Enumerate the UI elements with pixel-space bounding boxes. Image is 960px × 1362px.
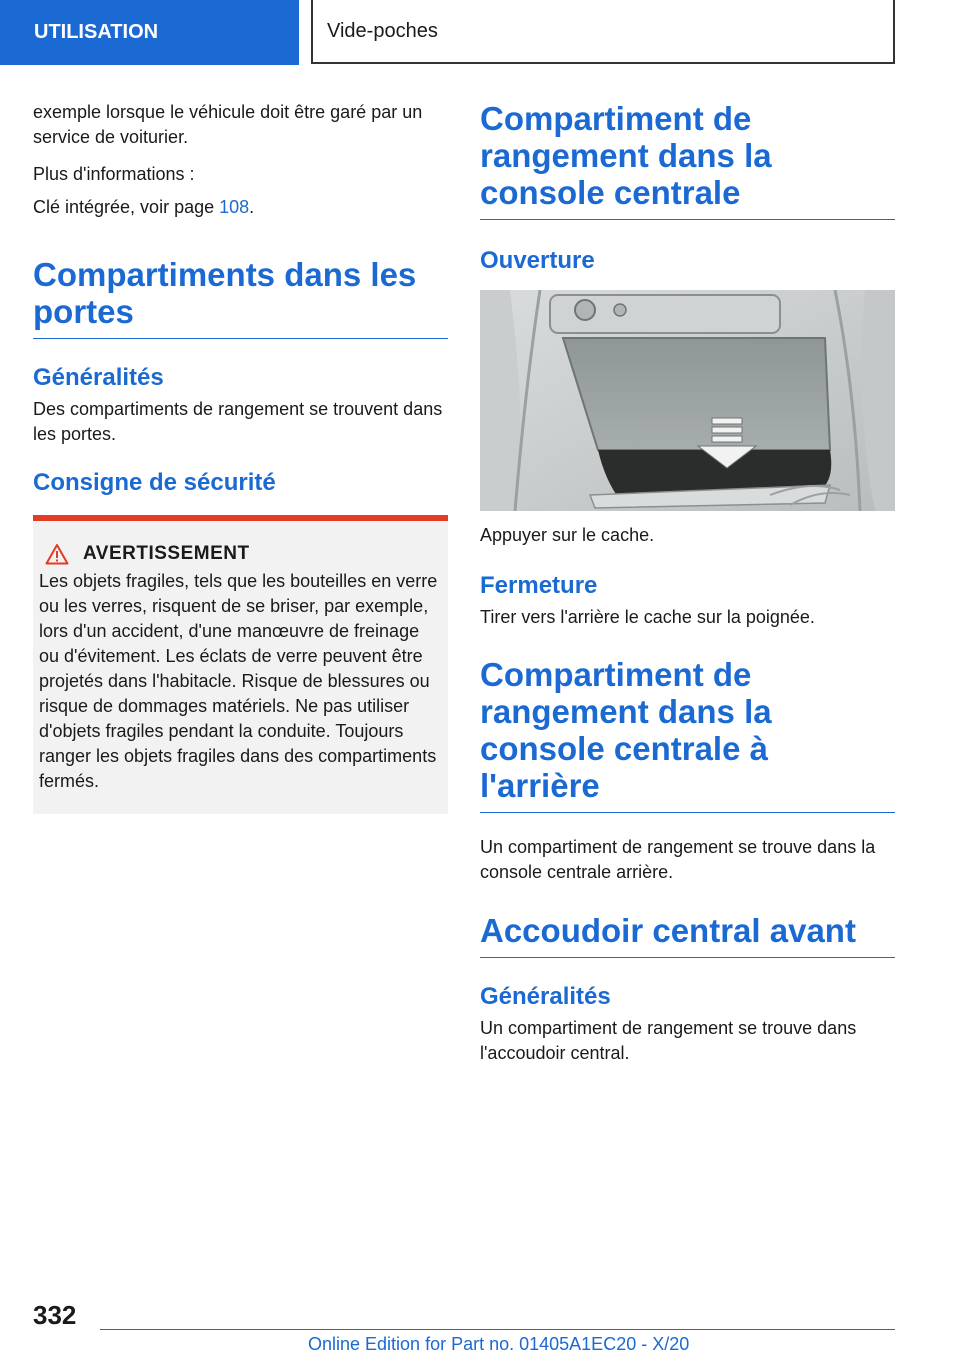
heading-door-compartments: Compartiments dans les portes: [33, 256, 448, 339]
heading-opening: Ouverture: [480, 247, 595, 274]
heading-general: Généralités: [33, 364, 164, 391]
left-column: [33, 100, 448, 814]
footer-edition: Online Edition for Part no. 01405A1EC20 - X/20: [308, 1334, 690, 1354]
intro-text: exemple lorsque le véhicule doit être garé par un service de voiturier.: [33, 102, 423, 147]
general-text: Des compartiments de rangement se trouvent dans les portes.: [33, 399, 443, 444]
section-tab: [0, 0, 299, 65]
heading-rear-console: Compartiment de rangement dans la console centrale à l'arrière: [480, 656, 895, 813]
chapter-title: Vide-poches: [327, 19, 438, 42]
warning-header: [39, 543, 438, 565]
chapter-tab: [311, 0, 895, 64]
page-number: 332: [33, 1300, 77, 1330]
warning-triangle-icon: [45, 543, 69, 565]
rear-console-text: Un compartiment de rangement se trouve dans la console centrale arrière.: [480, 837, 876, 882]
armrest-text: Un compartiment de rangement se trouve dans l'accoudoir central.: [480, 1018, 857, 1063]
right-column: [480, 100, 895, 1066]
heading-safety: Consigne de sécurité: [33, 469, 276, 496]
heading-center-console: Compartiment de rangement dans la console centrale: [480, 100, 895, 220]
heading-armrest-general: Généralités: [480, 983, 611, 1010]
section-title: UTILISATION: [34, 21, 159, 43]
footer-divider: [100, 1329, 895, 1330]
key-reference-text: Clé intégrée, voir page: [33, 197, 220, 217]
closing-text: Tirer vers l'arrière le cache sur la poignée.: [480, 607, 815, 627]
page-link[interactable]: 108: [219, 197, 250, 217]
warning-box: [33, 515, 448, 814]
console-compartment-photo: [480, 290, 895, 511]
opening-text: Appuyer sur le cache.: [480, 525, 655, 545]
more-info-text: Plus d'informations :: [33, 164, 195, 184]
key-reference-end: .: [249, 197, 255, 217]
key-reference: [33, 195, 448, 220]
heading-closing: Fermeture: [480, 572, 598, 599]
warning-text: Les objets fragiles, tels que les bouteilles en verre ou les verres, risquent de se briser, par exemple, lors d'un accident, d'une manœuvre de freinage ou d'évitement. Les éclats de verre peuvent être projetés dans l'habitacle. Risque de blessures ou risque de dommages matériels. Ne pas utiliser d'objets fragiles pendant la conduite. Toujours ranger les objets fragiles dans des compartiments fermés.: [39, 571, 438, 791]
heading-front-armrest: Accoudoir central avant: [480, 912, 895, 958]
warning-title: AVERTISSEMENT: [83, 543, 250, 564]
